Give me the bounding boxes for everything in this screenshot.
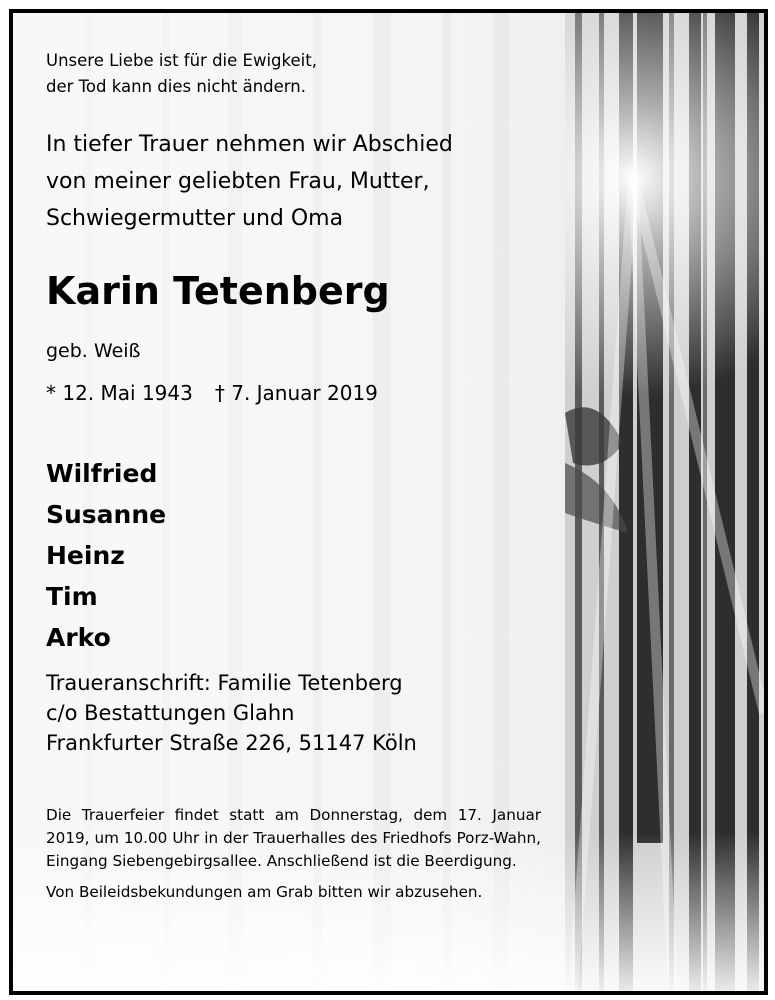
life-dates — [46, 378, 378, 408]
intro-line: Schwiegermutter und Oma — [46, 206, 344, 231]
address-line: Traueranschrift: Familie Tetenberg — [46, 671, 403, 695]
birth-name: geb. Weiß — [46, 340, 141, 362]
mourners-list — [46, 453, 166, 658]
address-line: c/o Bestattungen Glahn — [46, 701, 295, 725]
intro-line: von meiner geliebten Frau, Mutter, — [46, 169, 430, 194]
service-notice: Die Trauerfeier findet statt am Donnerstag, dem 17. Januar 2019, um 10.00 Uhr in der Trauerhalles des Friedhofs Porz-Wahn, Eingang Siebengebirgsallee. Anschließend ist die Beerdigung. — [46, 806, 541, 870]
address-line: Frankfurter Straße 226, 51147 Köln — [46, 731, 417, 755]
mourner-name: Tim — [46, 582, 98, 611]
mourner-name: Heinz — [46, 541, 125, 570]
mourner-name: Arko — [46, 623, 111, 652]
birth-date: * 12. Mai 1943 — [46, 381, 193, 405]
intro-line: In tiefer Trauer nehmen wir Abschied — [46, 132, 453, 157]
intro-text — [46, 126, 453, 237]
quote-line: der Tod kann dies nicht ändern. — [46, 77, 307, 96]
quote-line: Unsere Liebe ist für die Ewigkeit, — [46, 51, 317, 70]
obituary-frame — [9, 9, 768, 995]
death-date: † 7. Januar 2019 — [214, 381, 378, 405]
mourner-name: Wilfried — [46, 459, 158, 488]
condolence-notice: Von Beileidsbekundungen am Grab bitten wir abzusehen. — [46, 883, 483, 901]
funeral-notice — [46, 804, 541, 904]
memorial-quote — [46, 48, 317, 100]
mourner-name: Susanne — [46, 500, 167, 529]
mourning-address — [46, 668, 417, 758]
obituary-text — [13, 13, 764, 991]
deceased-name: Karin Tetenberg — [46, 269, 390, 313]
